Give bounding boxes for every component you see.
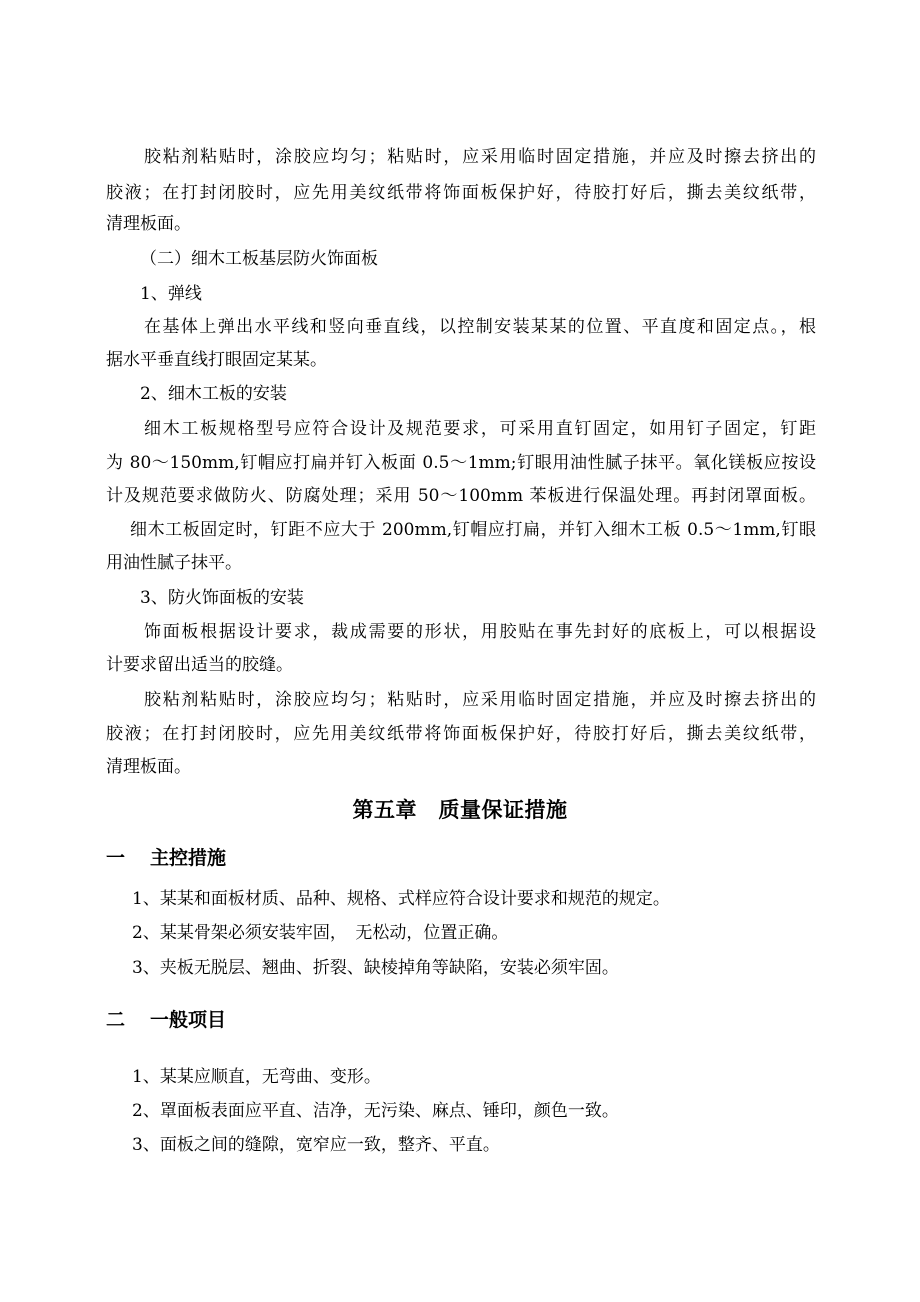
list-item: 3、夹板无脱层、翘曲、折裂、缺棱掉角等缺陷，安装必须牢固。 bbox=[132, 958, 619, 978]
paragraph-line: 为 80～150mm,钉帽应打扁并钉入板面 0.5～1mm;钉眼用油性腻子抹平。氧化镁板应按设 bbox=[106, 453, 816, 473]
paragraph-line: 据水平垂直线打眼固定某某。 bbox=[106, 350, 327, 370]
paragraph-line: 胶粘剂粘贴时，涂胶应均匀；粘贴时，应采用临时固定措施，并应及时擦去挤出的 bbox=[144, 690, 816, 710]
list-item: 1、某某和面板材质、品种、规格、式样应符合设计要求和规范的规定。 bbox=[132, 889, 670, 909]
paragraph-line: 胶液；在打封闭胶时，应先用美纹纸带将饰面板保护好，待胶打好后，撕去美纹纸带， bbox=[106, 724, 816, 744]
paragraph-line: 清理板面。 bbox=[106, 214, 191, 234]
paragraph-line: 胶粘剂粘贴时，涂胶应均匀；粘贴时，应采用临时固定措施，并应及时擦去挤出的 bbox=[144, 147, 816, 167]
section-number: 一 bbox=[106, 847, 126, 869]
list-item: 2、某某骨架必须安装牢固， 无松动，位置正确。 bbox=[132, 923, 509, 943]
paragraph-line: 用油性腻子抹平。 bbox=[106, 553, 242, 573]
step-heading: 3、防火饰面板的安装 bbox=[140, 588, 304, 608]
paragraph-line: 饰面板根据设计要求，裁成需要的形状，用胶贴在事先封好的底板上，可以根据设 bbox=[144, 622, 816, 642]
chapter-title: 第五章 质量保证措施 bbox=[352, 797, 568, 822]
section-number: 二 bbox=[106, 1009, 126, 1031]
list-item: 1、某某应顺直，无弯曲、变形。 bbox=[132, 1067, 381, 1087]
list-item: 3、面板之间的缝隙，宽窄应一致，整齐、平直。 bbox=[132, 1135, 500, 1155]
paragraph-line: 计要求留出适当的胶缝。 bbox=[106, 655, 293, 675]
step-heading: 2、细木工板的安装 bbox=[140, 384, 287, 404]
subheading: （二）细木工板基层防火饰面板 bbox=[140, 249, 378, 269]
paragraph-line: 胶液；在打封闭胶时，应先用美纹纸带将饰面板保护好，待胶打好后，撕去美纹纸带， bbox=[106, 183, 816, 203]
paragraph-line: 清理板面。 bbox=[106, 757, 191, 777]
section-title: 主控措施 bbox=[150, 847, 227, 869]
step-heading: 1、弹线 bbox=[140, 284, 202, 304]
section-heading bbox=[106, 1007, 226, 1033]
section-heading bbox=[106, 845, 226, 871]
paragraph-line: 在基体上弹出水平线和竖向垂直线，以控制安装某某的位置、平直度和固定点。，根 bbox=[144, 317, 816, 337]
paragraph-line: 计及规范要求做防火、防腐处理；采用 50～100mm 苯板进行保温处理。再封闭罩面板。 bbox=[106, 486, 816, 506]
list-item: 2、罩面板表面应平直、洁净，无污染、麻点、锤印，颜色一致。 bbox=[132, 1101, 619, 1121]
paragraph-line: 细木工板固定时，钉距不应大于 200mm,钉帽应打扁，并钉入细木工板 0.5～1mm,钉眼 bbox=[130, 520, 816, 540]
section-title: 一般项目 bbox=[150, 1009, 227, 1031]
paragraph-line: 细木工板规格型号应符合设计及规范要求，可采用直钉固定，如用钉子固定，钉距 bbox=[144, 419, 816, 439]
